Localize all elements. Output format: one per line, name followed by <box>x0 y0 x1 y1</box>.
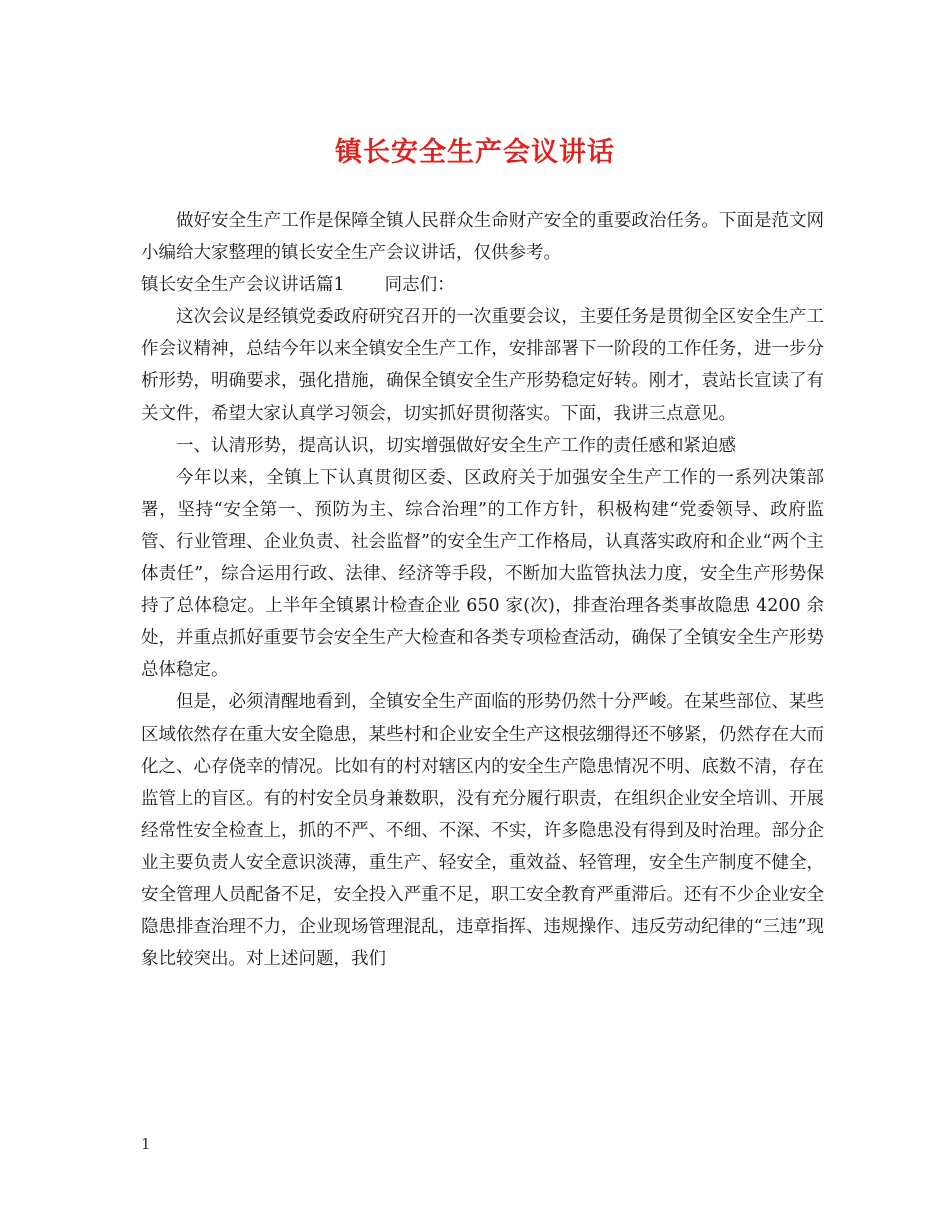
intro-paragraph: 做好安全生产工作是保障全镇人民群众生命财产安全的重要政治任务。下面是范文网小编给大家整理的镇长安全生产会议讲话，仅供参考。 <box>141 211 824 264</box>
document-body <box>141 205 824 975</box>
body-paragraph: 但是，必须清醒地看到，全镇安全生产面临的形势仍然十分严峻。在某些部位、某些区域依然存在重大安全隐患，某些村和企业安全生产这根弦绷得还不够紧，仍然存在大而化之、心存侥幸的情况。比如有的村对辖区内的安全生产隐患情况不明、底数不清，存在监管上的盲区。有的村安全员身兼数职，没有充分履行职责，在组织企业安全培训、开展经常性安全检查上，抓的不严、不细、不深、不实，许多隐患没有得到及时治理。部分企业主要负责人安全意识淡薄，重生产、轻安全，重效益、轻管理，安全生产制度不健全，安全管理人员配备不足，安全投入严重不足，职工安全教育严重滞后。还有不少企业安全隐患排查治理不力，企业现场管理混乱，违章指挥、违规操作、违反劳动纪律的“三违”现象比较突出。对上述问题，我们 <box>141 692 824 970</box>
subtitle-line <box>141 269 824 301</box>
section-heading: 一、认清形势，提高认识，切实增强做好安全生产工作的责任感和紧迫感 <box>176 435 736 456</box>
document-title: 镇长安全生产会议讲话 <box>335 137 615 168</box>
greeting: 同志们： <box>384 275 455 296</box>
body-paragraph: 今年以来，全镇上下认真贯彻区委、区政府关于加强安全生产工作的一系列决策部署，坚持“安全第一、预防为主、综合治理”的工作方针，积极构建“党委领导、政府监管、行业管理、企业负责、社会监督”的安全生产工作格局，认真落实政府和企业“两个主体责任”，综合运用行政、法律、经济等手段，不断加大监管执法力度，安全生产形势保持了总体稳定。上半年全镇累计检查企业 650 家(次)，排查治理各类事故隐患 4200 余处，并重点抓好重要节会安全生产大检查和各类专项检查活动，确保了全镇安全生产形势总体稳定。 <box>141 467 824 681</box>
page-number: 1 <box>141 1135 151 1153</box>
body-paragraph: 这次会议是经镇党委政府研究召开的一次重要会议，主要任务是贯彻全区安全生产工作会议精神，总结今年以来全镇安全生产工作，安排部署下一阶段的工作任务，进一步分析形势，明确要求，强化措施，确保全镇安全生产形势稳定好转。刚才，袁站长宣读了有关文件，希望大家认真学习领会，切实抓好贯彻落实。下面，我讲三点意见。 <box>141 307 824 424</box>
section-subtitle: 镇长安全生产会议讲话篇1 <box>141 275 345 296</box>
